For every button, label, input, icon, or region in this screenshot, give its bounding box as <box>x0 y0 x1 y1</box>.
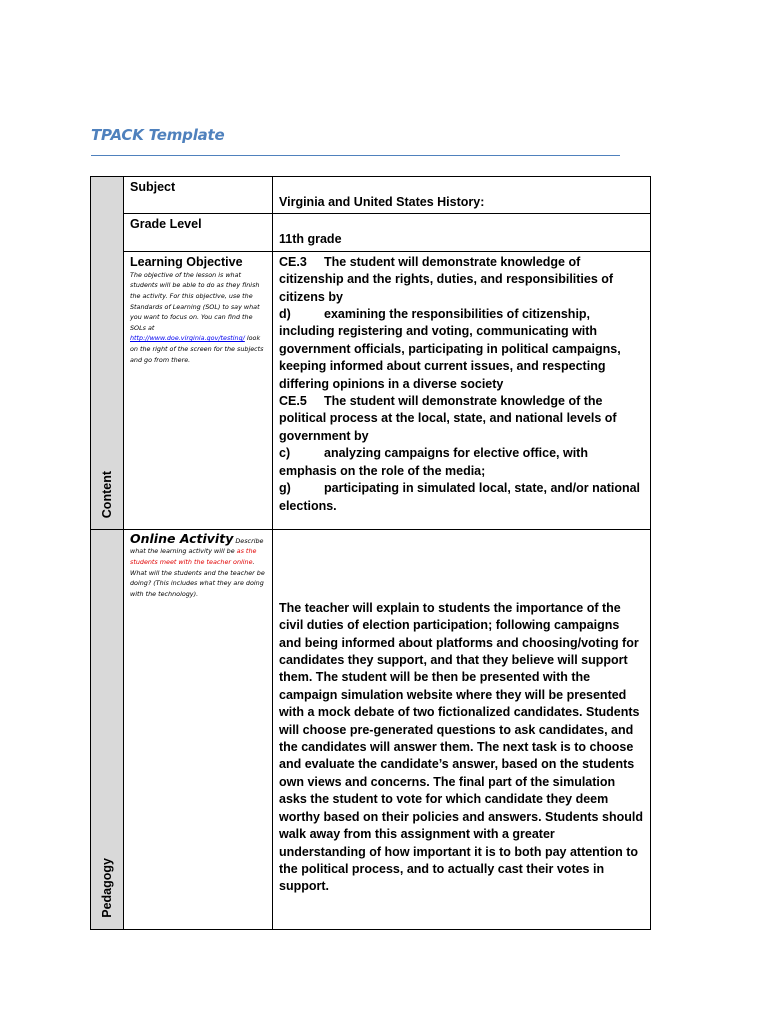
hint-online-activity-emphasis: as the students meet with the teacher online <box>130 547 257 566</box>
objective-code: d) <box>279 307 291 322</box>
objective-code: CE.3 <box>279 254 307 269</box>
value-cell-learning-objective <box>273 251 651 529</box>
value-grade-level: 11th grade <box>279 232 342 247</box>
objective-item <box>279 393 644 445</box>
objective-item <box>279 306 644 393</box>
value-subject: Virginia and United States History: <box>279 195 485 209</box>
objective-text: The student will demonstrate knowledge of citizenship and the rights, duties, and responsibilities of citizens by <box>279 254 614 304</box>
label-cell-online-activity <box>124 529 273 929</box>
row-online-activity <box>91 529 651 929</box>
row-grade-level <box>91 214 651 251</box>
hint-learning-objective <box>130 270 268 365</box>
label-cell-subject <box>124 177 273 214</box>
label-online-activity: Online Activity <box>130 530 234 546</box>
objective-list <box>279 254 644 515</box>
hint-learning-objective-text-2: look on the right of the screen for the subjects and go from there. <box>130 334 264 364</box>
objective-text: The student will demonstrate knowledge of the political process at the local, state, and national levels of government by <box>279 394 617 443</box>
title-divider <box>91 155 620 156</box>
hint-online-activity <box>130 530 268 600</box>
row-learning-objective <box>91 251 651 529</box>
section-pedagogy <box>91 529 124 929</box>
value-cell-grade-level <box>273 214 651 251</box>
section-content <box>91 177 124 530</box>
label-grade-level: Grade Level <box>130 217 202 232</box>
document-title: TPACK Template <box>91 126 225 144</box>
objective-text: examining the responsibilities of citizenship, including registering and voting, communicating with government officials, participating in political campaigns, keeping informed about current issues, and respecting differing opinions in a diverse society <box>279 307 621 391</box>
objective-text: analyzing campaigns for elective office, with emphasis on the role of the media; <box>279 446 588 478</box>
row-subject <box>91 177 651 214</box>
objective-item <box>279 445 644 480</box>
objective-item <box>279 254 644 306</box>
section-label-pedagogy: Pedagogy <box>100 858 114 918</box>
value-cell-online-activity <box>273 529 651 929</box>
hint-online-activity-text: Describe what the learning activity will be <box>130 536 264 556</box>
label-cell-grade-level <box>124 214 273 251</box>
objective-code: c) <box>279 446 291 461</box>
label-learning-objective: Learning Objective <box>130 254 243 269</box>
objective-item <box>279 480 644 515</box>
hint-online-activity-text-2: . What will the students and the teacher be doing? (This includes what they are doing with the technology). <box>130 558 265 598</box>
value-online-activity: The teacher will explain to students the importance of the civil duties of election participation; following campaigns and being informed about platforms and choosing/voting for candidates they support, and that they believe will support them. The student will be then be presented with the campaign simulation website where they will be presented with a mock debate of two fictionalized candidates. Students will choose pre-generated questions to ask candidates, and the candidates will answer them. The next task is to choose and evaluate the candidate’s answer, based on the students own views and concerns. The final part of the simulation asks the student to vote for which candidate they deem worthy based on their policies and answers. Students should walk away from this assignment with a greater understanding of how important it is to both pay attention to the political process, and to actually cast their votes in support. <box>279 600 643 894</box>
value-cell-subject <box>273 177 651 214</box>
objective-code: CE.5 <box>279 394 307 409</box>
sol-link[interactable]: http://www.doe.virginia.gov/testing/ <box>130 334 245 343</box>
hint-learning-objective-text: The objective of the lesson is what students will be able to do as they finish the activity. For this objective, use the Standards of Learning (SOL) to say what you want to focus on. You can find the SOLs at <box>130 270 260 332</box>
label-subject: Subject <box>130 180 176 194</box>
tpack-table <box>90 176 651 930</box>
objective-text: participating in simulated local, state, and/or national elections. <box>279 481 641 513</box>
label-cell-learning-objective <box>124 251 273 529</box>
objective-code: g) <box>279 481 291 496</box>
section-label-content: Content <box>100 470 114 518</box>
